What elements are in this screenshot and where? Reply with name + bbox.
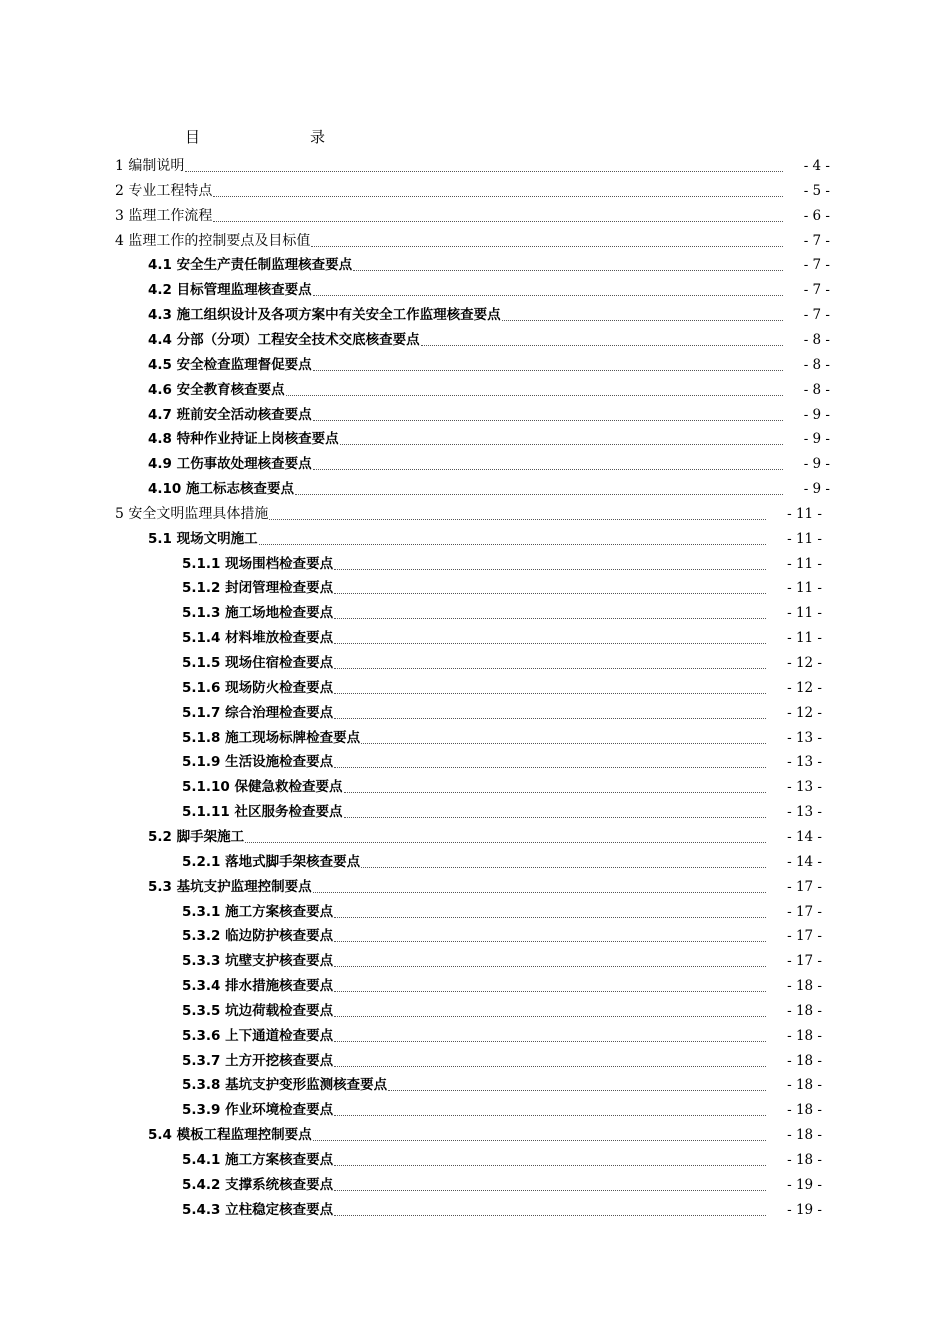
- toc-entry[interactable]: [182, 598, 822, 622]
- toc-entry-label: 5.1.7 综合治理检查要点: [182, 704, 334, 721]
- toc-leader-dots: [311, 245, 783, 247]
- toc-entry-label: 5.1.11 社区服务检查要点: [182, 804, 343, 821]
- toc-title-left: 目: [185, 128, 201, 146]
- toc-entry-label: 2 专业工程特点: [115, 182, 213, 199]
- toc-entry-label: 1 编制说明: [115, 158, 185, 174]
- toc-entry-page: - 13 -: [787, 754, 822, 771]
- toc-leader-dots: [213, 220, 783, 222]
- toc-entry[interactable]: [182, 1195, 822, 1219]
- toc-entry[interactable]: [148, 375, 830, 399]
- toc-entry-page: - 18 -: [787, 1052, 822, 1069]
- toc-entry-page: - 18 -: [787, 1102, 822, 1119]
- toc-entry-label: 4.1 安全生产责任制监理核查要点: [148, 257, 353, 274]
- toc-entry-label: 4 监理工作的控制要点及目标值: [115, 232, 311, 249]
- toc-entry[interactable]: [115, 499, 822, 523]
- toc-leader-dots: [334, 1189, 766, 1191]
- toc-leader-dots: [334, 940, 766, 942]
- toc-entry[interactable]: [148, 474, 830, 498]
- toc-entry-label: 5.3.8 基坑支护变形监测核查要点: [182, 1077, 388, 1094]
- toc-entry[interactable]: [148, 822, 822, 846]
- toc-leader-dots: [334, 592, 766, 594]
- toc-entry-label: 4.5 安全检查监理督促要点: [148, 356, 312, 373]
- toc-leader-dots: [334, 766, 766, 768]
- toc-entry-label: 5.3.1 施工方案核查要点: [182, 903, 334, 920]
- toc-entry-label: 5.1.8 施工现场标牌检查要点: [182, 729, 361, 746]
- toc-leader-dots: [259, 543, 766, 545]
- toc-entry-page: - 17 -: [787, 928, 822, 945]
- toc-entry-label: 5.1.9 生活设施检查要点: [182, 754, 334, 771]
- toc-entry[interactable]: [182, 723, 822, 747]
- toc-entry[interactable]: [182, 921, 822, 945]
- toc-leader-dots: [213, 195, 783, 197]
- toc-entry-label: 5.4.1 施工方案核查要点: [182, 1152, 334, 1168]
- toc-leader-dots: [334, 916, 766, 918]
- toc-entry-page: - 8 -: [803, 381, 830, 398]
- toc-entry-label: 5.3.6 上下通道检查要点: [182, 1027, 334, 1044]
- toc-entry-label: 5.1.4 材料堆放检查要点: [182, 630, 334, 647]
- toc-entry-page: - 13 -: [787, 779, 822, 796]
- toc-entry-page: - 7 -: [803, 257, 830, 274]
- toc-entry[interactable]: [115, 176, 830, 200]
- toc-entry-page: - 13 -: [787, 729, 822, 746]
- toc-leader-dots: [295, 493, 783, 495]
- toc-entry-page: - 9 -: [803, 481, 830, 498]
- toc-entry[interactable]: [148, 1120, 822, 1144]
- toc-leader-dots: [334, 642, 766, 644]
- toc-entry[interactable]: [148, 250, 830, 274]
- toc-entry[interactable]: [148, 424, 830, 448]
- toc-entry-label: 5.1.2 封闭管理检查要点: [182, 580, 334, 597]
- toc-entry-label: 4.2 目标管理监理核查要点: [148, 282, 312, 299]
- toc-entry-label: 5.3.3 坑壁支护核查要点: [182, 953, 334, 970]
- toc-leader-dots: [334, 1164, 766, 1166]
- toc-entry-label: 4.4 分部（分项）工程安全技术交底核查要点: [148, 331, 420, 348]
- toc-entry-page: - 18 -: [787, 1152, 822, 1168]
- toc-entry-page: - 7 -: [803, 232, 830, 249]
- toc-entry[interactable]: [182, 1021, 822, 1045]
- toc-entry[interactable]: [182, 1095, 822, 1119]
- toc-entry-page: - 7 -: [803, 307, 830, 324]
- toc-leader-dots: [334, 617, 766, 619]
- toc-entry-label: 5.1.6 现场防火检查要点: [182, 679, 334, 696]
- toc-entry-label: 5.3 基坑支护监理控制要点: [148, 878, 312, 895]
- toc-entry[interactable]: [182, 1046, 822, 1070]
- toc-entry-label: 4.9 工伤事故处理核查要点: [148, 456, 312, 473]
- toc-entry-label: 5.3.2 临边防护核查要点: [182, 928, 334, 945]
- toc-leader-dots: [502, 319, 783, 321]
- toc-entry-label: 5.3.5 坑边荷载检查要点: [182, 1002, 334, 1019]
- toc-leader-dots: [334, 667, 766, 669]
- toc-entry-label: 5.4 模板工程监理控制要点: [148, 1127, 312, 1144]
- toc-entry[interactable]: [182, 946, 822, 970]
- toc-entry-page: - 18 -: [787, 1127, 822, 1144]
- toc-leader-dots: [340, 443, 783, 445]
- toc-entry-page: - 11 -: [787, 555, 822, 572]
- toc-leader-dots: [313, 468, 783, 470]
- toc-entry-page: - 8 -: [803, 356, 830, 373]
- toc-leader-dots: [344, 816, 766, 818]
- toc-entry[interactable]: [182, 648, 822, 672]
- toc-entry[interactable]: [182, 847, 822, 871]
- toc-entry-page: - 17 -: [787, 953, 822, 970]
- toc-leader-dots: [269, 518, 766, 520]
- toc-entry[interactable]: [115, 151, 830, 175]
- toc-entry[interactable]: [148, 524, 822, 548]
- toc-entry[interactable]: [148, 300, 830, 324]
- toc-leader-dots: [313, 891, 766, 893]
- toc-leader-dots: [313, 419, 783, 421]
- toc-leader-dots: [313, 1139, 766, 1141]
- toc-entry[interactable]: [148, 400, 830, 424]
- toc-entry-page: - 18 -: [787, 978, 822, 995]
- toc-entry-page: - 19 -: [787, 1201, 822, 1218]
- toc-leader-dots: [334, 1214, 766, 1216]
- toc-entry-label: 5.4.2 支撑系统核查要点: [182, 1176, 334, 1193]
- toc-entry-page: - 14 -: [787, 853, 822, 870]
- toc-leader-dots: [388, 1089, 766, 1091]
- toc-entry-page: - 18 -: [787, 1027, 822, 1044]
- toc-entry-page: - 11 -: [787, 580, 822, 597]
- toc-leader-dots: [344, 791, 766, 793]
- toc-entry-page: - 18 -: [787, 1077, 822, 1094]
- toc-leader-dots: [361, 742, 766, 744]
- toc-entry[interactable]: [182, 897, 822, 921]
- toc-entry-label: 5.1.10 保健急救检查要点: [182, 779, 343, 796]
- toc-entry[interactable]: [182, 673, 822, 697]
- toc-entry[interactable]: [182, 573, 822, 597]
- toc-entry-page: - 4 -: [803, 158, 830, 174]
- toc-entry[interactable]: [182, 971, 822, 995]
- toc-entry-label: 4.6 安全教育核查要点: [148, 381, 285, 398]
- toc-leader-dots: [353, 269, 783, 271]
- toc-entry-page: - 18 -: [787, 1002, 822, 1019]
- toc-entry-page: - 6 -: [803, 207, 830, 224]
- toc-entry-label: 5.3.7 土方开挖核查要点: [182, 1052, 334, 1069]
- toc-entry-page: - 12 -: [787, 655, 822, 671]
- toc-title: [185, 126, 325, 147]
- toc-entry[interactable]: [115, 201, 830, 225]
- toc-entry[interactable]: [182, 1170, 822, 1194]
- toc-leader-dots: [334, 965, 766, 967]
- toc-title-right: 录: [310, 128, 326, 146]
- toc-entry-label: 5.1 现场文明施工: [148, 530, 258, 547]
- toc-entry-label: 4.7 班前安全活动核查要点: [148, 406, 312, 423]
- toc-leader-dots: [334, 692, 766, 694]
- toc-leader-dots: [334, 1065, 766, 1067]
- toc-entry-page: - 11 -: [787, 630, 822, 647]
- toc-entry-label: 5.1.1 现场围档检查要点: [182, 555, 334, 572]
- toc-entry-label: 5.2.1 落地式脚手架核查要点: [182, 853, 361, 870]
- toc-entry[interactable]: [148, 275, 830, 299]
- toc-entry[interactable]: [148, 872, 822, 896]
- toc-entry-label: 5.4.3 立柱稳定核查要点: [182, 1201, 334, 1218]
- toc-leader-dots: [334, 568, 766, 570]
- toc-entry-label: 5.2 脚手架施工: [148, 828, 245, 845]
- toc-entry[interactable]: [115, 226, 830, 250]
- toc-entry-page: - 11 -: [787, 605, 822, 622]
- toc-entry-page: - 19 -: [787, 1176, 822, 1193]
- toc-entry-page: - 17 -: [787, 878, 822, 895]
- toc-entry-page: - 8 -: [803, 331, 830, 348]
- toc-entry-page: - 17 -: [787, 903, 822, 920]
- toc-leader-dots: [334, 717, 766, 719]
- toc-entry-page: - 12 -: [787, 679, 822, 696]
- toc-entry-page: - 12 -: [787, 704, 822, 721]
- toc-leader-dots: [421, 344, 783, 346]
- toc-leader-dots: [286, 394, 783, 396]
- toc-entry-page: - 11 -: [787, 505, 822, 522]
- toc-entry-label: 5 安全文明监理具体措施: [115, 505, 269, 522]
- toc-entry-label: 4.8 特种作业持证上岗核查要点: [148, 431, 339, 448]
- toc-entry[interactable]: [182, 747, 822, 771]
- toc-leader-dots: [313, 369, 783, 371]
- toc-entry[interactable]: [182, 797, 822, 821]
- toc-entry-page: - 13 -: [787, 804, 822, 821]
- toc-entry-label: 4.3 施工组织设计及各项方案中有关安全工作监理核查要点: [148, 307, 501, 324]
- toc-entry[interactable]: [148, 325, 830, 349]
- toc-leader-dots: [334, 990, 766, 992]
- toc-entry[interactable]: [148, 350, 830, 374]
- toc-entry-page: - 11 -: [787, 530, 822, 547]
- toc-entry[interactable]: [182, 623, 822, 647]
- toc-entry[interactable]: [182, 1070, 822, 1094]
- toc-leader-dots: [313, 294, 783, 296]
- toc-leader-dots: [361, 866, 766, 868]
- toc-leader-dots: [334, 1114, 766, 1116]
- toc-entry-page: - 9 -: [803, 406, 830, 423]
- toc-entry[interactable]: [148, 449, 830, 473]
- toc-leader-dots: [334, 1040, 766, 1042]
- toc-leader-dots: [245, 841, 766, 843]
- toc-leader-dots: [334, 1015, 766, 1017]
- toc-entry-page: - 7 -: [803, 282, 830, 299]
- toc-entry[interactable]: [182, 698, 822, 722]
- toc-entry[interactable]: [182, 996, 822, 1020]
- toc-leader-dots: [185, 170, 783, 172]
- toc-entry-page: - 9 -: [803, 431, 830, 448]
- toc-entry[interactable]: [182, 549, 822, 573]
- toc-entry-label: 5.1.5 现场住宿检查要点: [182, 655, 334, 671]
- toc-entry[interactable]: [182, 772, 822, 796]
- toc-entry-label: 5.3.9 作业环境检查要点: [182, 1102, 334, 1119]
- toc-entry-page: - 14 -: [787, 828, 822, 845]
- toc-entry-label: 5.3.4 排水措施核查要点: [182, 978, 334, 995]
- toc-entry-page: - 5 -: [803, 182, 830, 199]
- toc-entry-page: - 9 -: [803, 456, 830, 473]
- toc-entry-label: 4.10 施工标志核查要点: [148, 481, 295, 498]
- toc-entry-label: 3 监理工作流程: [115, 207, 213, 224]
- toc-entry-label: 5.1.3 施工场地检查要点: [182, 605, 334, 622]
- toc-entry[interactable]: [182, 1145, 822, 1169]
